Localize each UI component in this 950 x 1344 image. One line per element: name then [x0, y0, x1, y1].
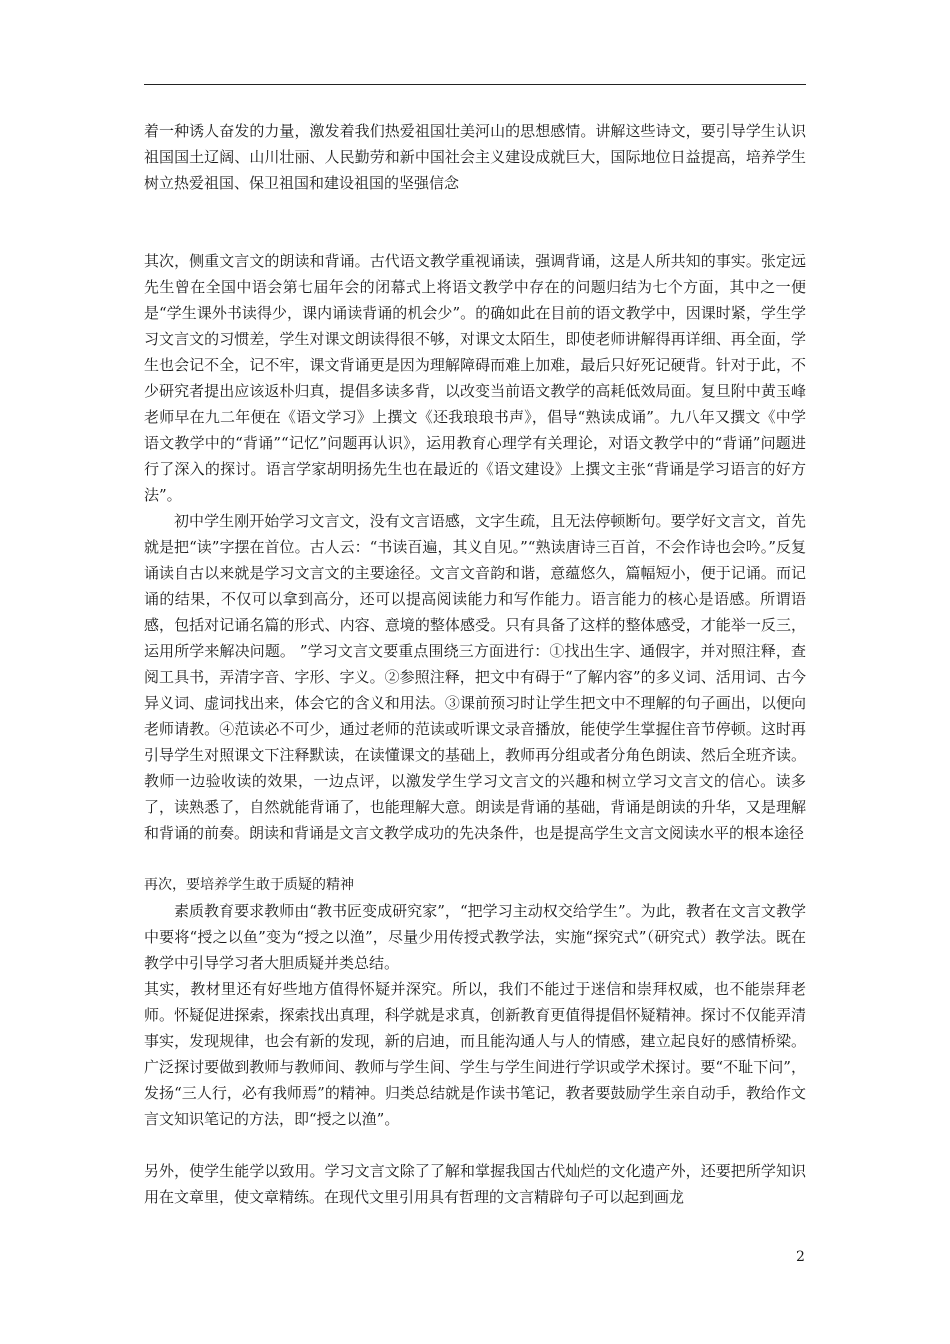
paragraph-recitation: 其次，侧重文言文的朗读和背诵。古代语文教学重视诵读，强调背诵，这是人所共知的事实。张定远先生曾在全国中语会第七届年会的闭幕式上将语文教学中存在的问题归结为七个方面，其中之一便是“学生课外书读得少，课内诵读背诵的机会少”。的确如此在目前的语文教学中，因课时紧，学生学习文言文的习惯差，学生对课文朗读得很不够，对课文太陌生，即使老师讲解得再详细、再全面，学生也会记不全，记不牢，课文背诵更是因为理解障碍而难上加难，最后只好死记硬背。针对于此，不少研究者提出应该返朴归真，提倡多读多背，以改变当前语文教学的高耗低效局面。复旦附中黄玉峰老师早在九二年便在《语文学习》上撰文《还我琅琅书声》，倡导“熟读成诵”。九八年又撰文《中学语文教学中的“背诵”“记忆”问题再认识》，运用教育心理学有关理论，对语文教学中的“背诵”问题进行了深入的探讨。语言学家胡明扬先生也在最近的《语文建设》上撰文主张“背诵是学习语言的好方法”。 [144, 252, 806, 504]
document-body [144, 118, 806, 1210]
paragraph-reading-methods: 初中学生刚开始学习文言文，没有文言语感，文字生疏，且无法停顿断句。要学好文言文，首先就是把“读”字摆在首位。古人云：“书读百遍，其义自见。”“熟读唐诗三百首，不会作诗也会吟。”反复诵读自古以来就是学习文言文的主要途径。文言文音韵和谐，意蕴悠久，篇幅短小，便于记诵。而记诵的结果，不仅可以拿到高分，还可以提高阅读能力和写作能力。语言能力的核心是语感。所谓语感，包括对记诵名篇的形式、内容、意境的整体感受。只有具备了这样的整体感受，才能举一反三，运用所学来解决问题。 ”学习文言文要重点围绕三方面进行：①找出生字、通假字，并对照注释，查阅工具书，弄清字音、字形、字义。②参照注释，把文中有碍于“了解内容”的多义词、活用词、古今异义词、虚词找出来，体会它的含义和用法。③课前预习时让学生把文中不理解的句子画出，以便向老师请教。④范读必不可少，通过老师的范读或听课文录音播放，能使学生掌握住音节停顿。这时再引导学生对照课文下注释默读，在读懂课文的基础上，教师再分组或者分角色朗读、然后全班齐读。教师一边验收读的效果，一边点评，以激发学生学习文言文的兴趣和树立学习文言文的信心。读多了，读熟悉了，自然就能背诵了，也能理解大意。朗读是背诵的基础，背诵是朗读的升华，又是理解和背诵的前奏。朗读和背诵是文言文教学成功的先决条件，也是提高学生文言文阅读水平的根本途径 [144, 512, 806, 842]
header-rule [144, 84, 806, 85]
paragraph-doubt-spirit: 其实，教材里还有好些地方值得怀疑并深究。所以，我们不能过于迷信和崇拜权威，也不能崇拜老师。怀疑促进探索，探索找出真理，科学就是求真，创新教育更值得提倡怀疑精神。探讨不仅能弄清事实，发现规律，也会有新的发现，新的启迪，而且能沟通人与人的情感，建立起良好的感情桥梁。广泛探讨要做到教师与教师间、教师与学生间、学生与学生间进行学识或学术探讨。要“不耻下问”，发扬“三人行，必有我师焉”的精神。归类总结就是作读书笔记，教者要鼓励学生亲自动手，教给作文言文知识笔记的方法，即“授之以渔”。 [144, 980, 806, 1128]
page-number: 2 [796, 1249, 805, 1265]
paragraph-gap [144, 846, 806, 872]
paragraph-patriotism: 着一种诱人奋发的力量，激发着我们热爱祖国壮美河山的思想感情。讲解这些诗文，要引导学生认识祖国国土辽阔、山川壮丽、人民勤劳和新中国社会主义建设成就巨大，国际地位日益提高，培养学生树立热爱祖国、保卫祖国和建设祖国的坚强信念 [144, 122, 806, 192]
section-heading-questioning: 再次，要培养学生敢于质疑的精神 [144, 877, 354, 893]
paragraph-gap [144, 196, 806, 248]
paragraph-inquiry-teaching: 素质教育要求教师由“教书匠变成研究家”，“把学习主动权交给学生”。为此，教者在文言文教学中要将“授之以鱼”变为“授之以渔”，尽量少用传授式教学法，实施“探究式”（研究式）教学法。既在教学中引导学习者大胆质疑并类总结。 [144, 902, 806, 972]
paragraph-application: 另外，使学生能学以致用。学习文言文除了了解和掌握我国古代灿烂的文化遗产外，还要把所学知识用在文章里，使文章精练。在现代文里引用具有哲理的文言精辟句子可以起到画龙 [144, 1162, 806, 1206]
paragraph-gap [144, 1132, 806, 1158]
